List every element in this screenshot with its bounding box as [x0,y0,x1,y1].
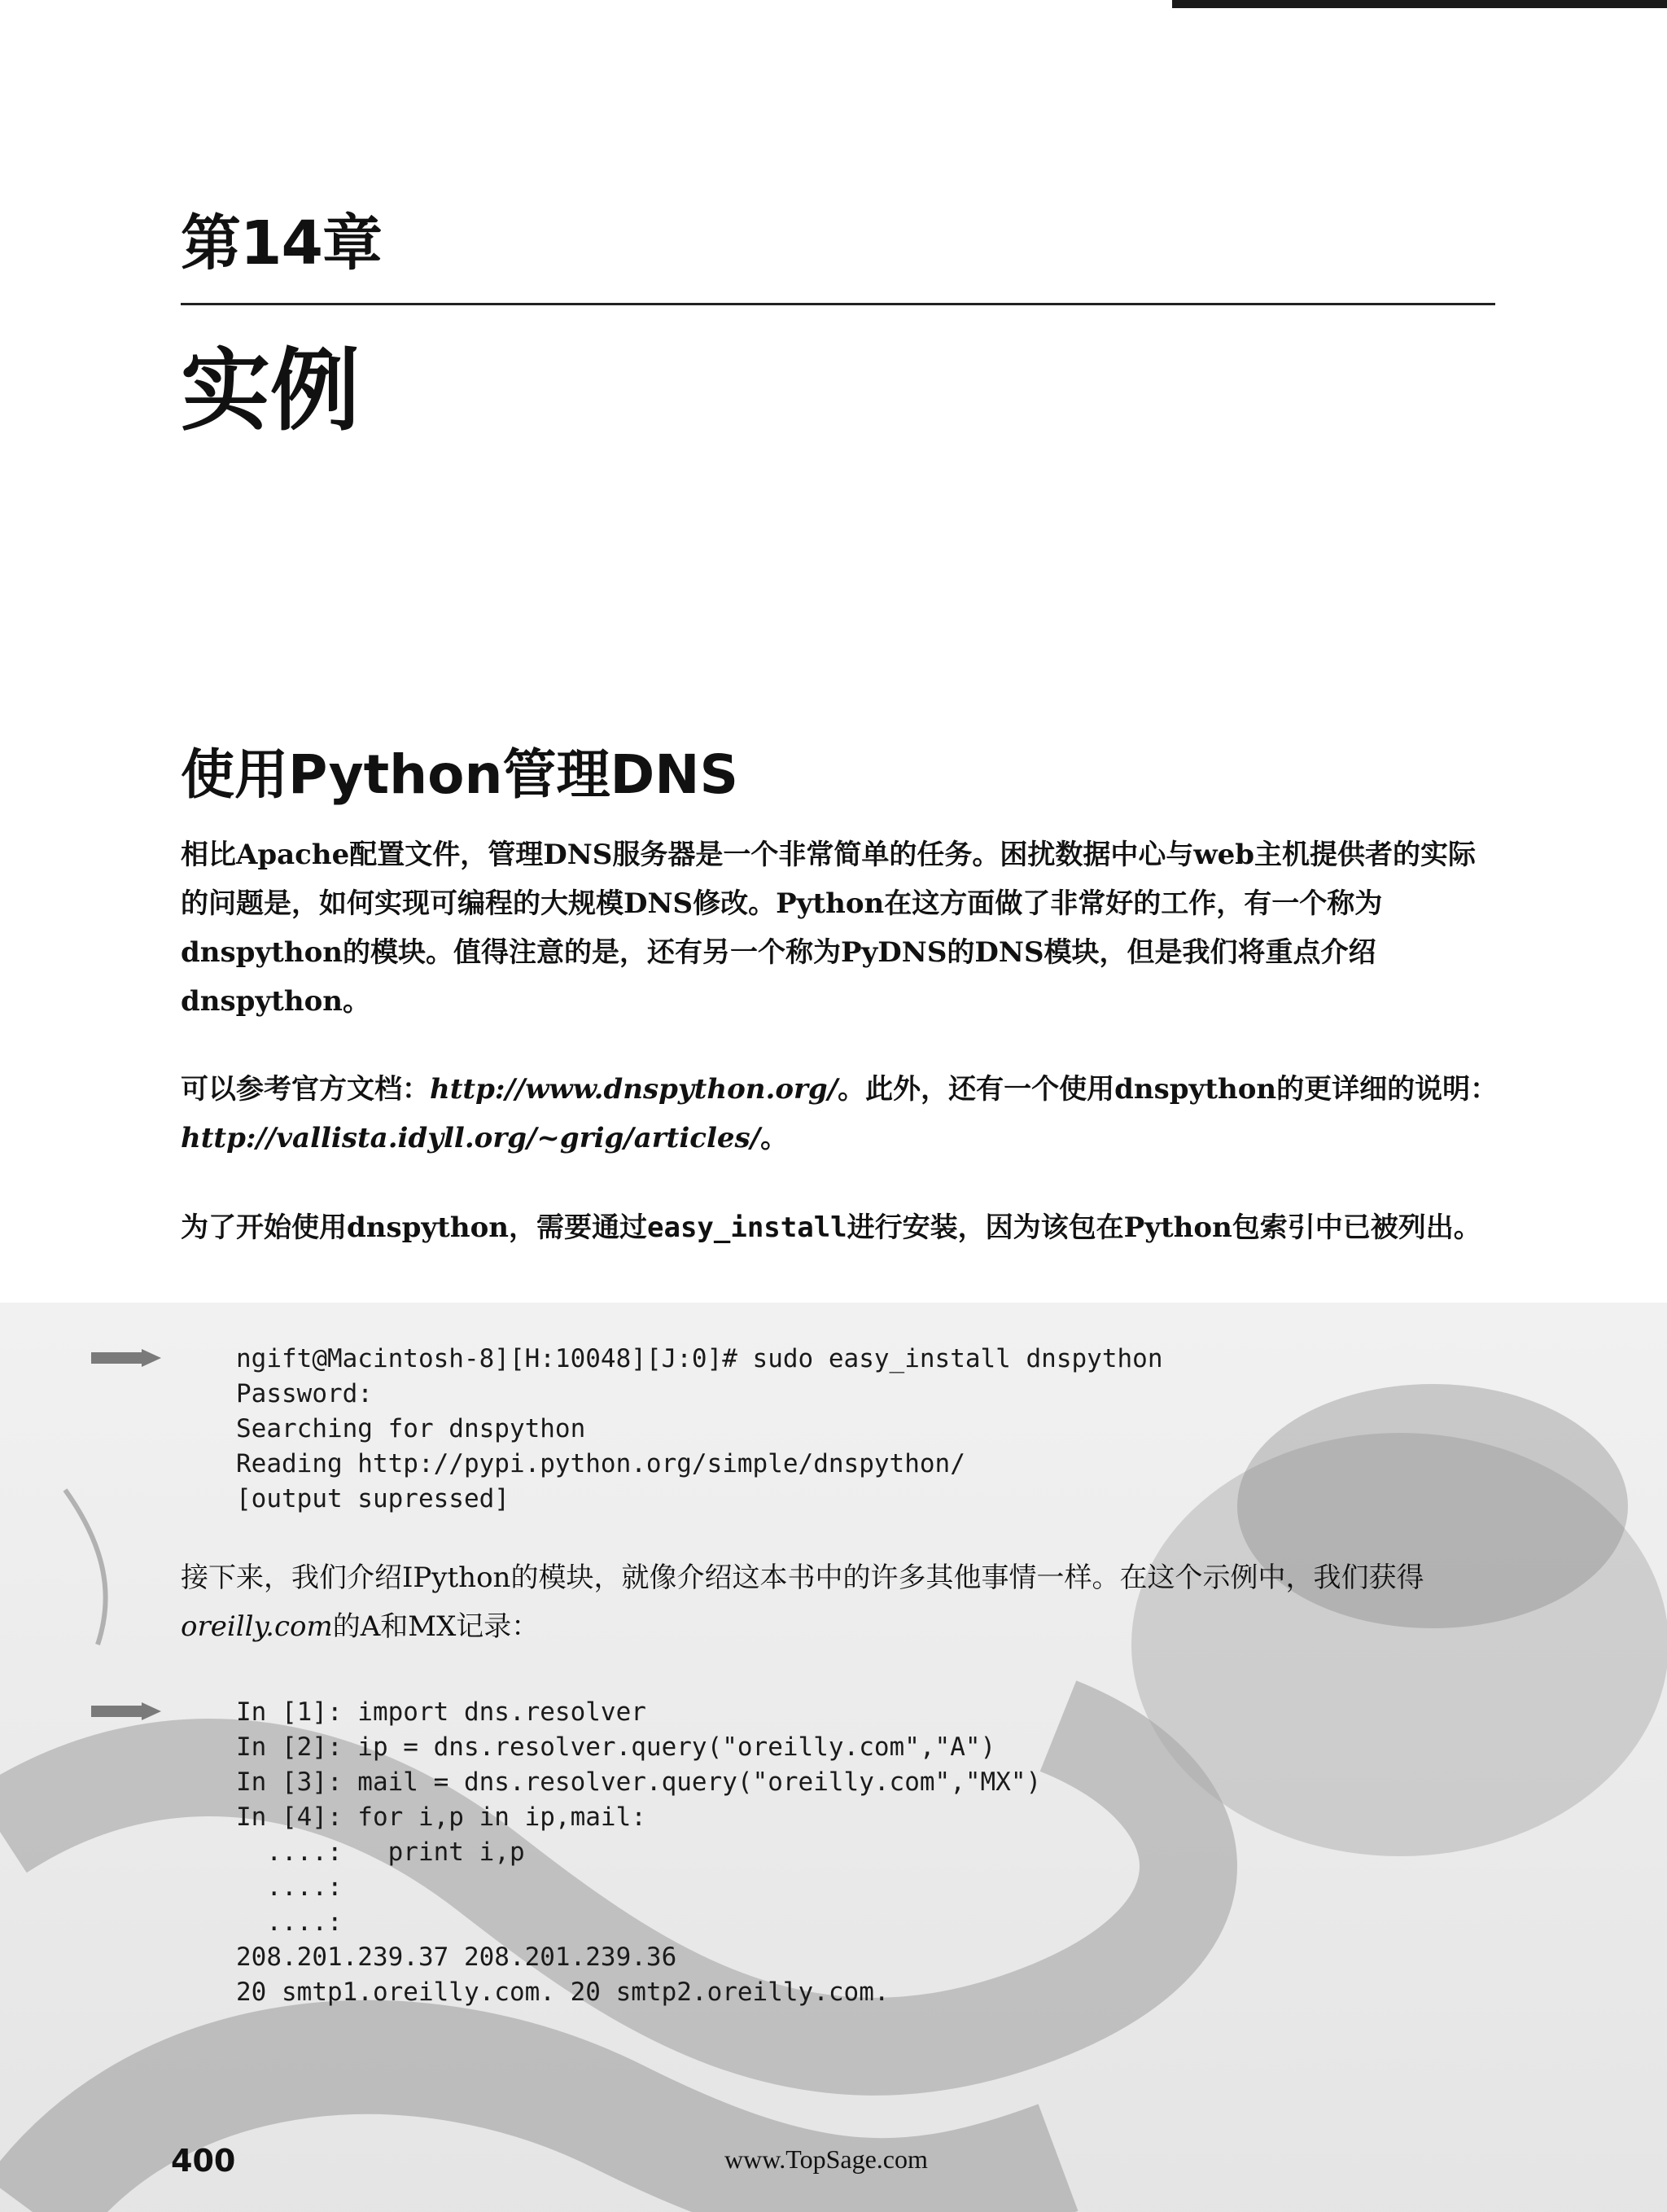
install-text-a: 为了开始使用dnspython，需要通过 [181,1211,647,1244]
example-domain: oreilly.com [181,1610,333,1643]
paragraph-example [181,1553,1499,1651]
chapter-divider [181,303,1495,305]
docs-link-official: http://www.dnspython.org/ [430,1073,838,1106]
docs-text-a: 可以参考官方文档： [181,1073,430,1106]
code-block-resolver: In [1]: import dns.resolver In [2]: ip = dns.resolver.query("oreilly.com","A") In [3]: mail = dns.resolver.query("oreilly.com","MX") In [4]: for i,p in ip,mail: ....: print i,p ....: ....: 208.201.239.37 208.201.239.36 20 smtp1.oreilly.com. 20 smtp2.oreilly.com. [236,1697,1042,2007]
install-text-b: 进行安装，因为该包在Python包索引中已被列出。 [847,1211,1481,1244]
chapter-label: 第14章 [181,208,382,278]
paragraph-intro: 相比Apache配置文件，管理DNS服务器是一个非常简单的任务。困扰数据中心与web主机提供者的实际的问题是，如何实现可编程的大规模DNS修改。Python在这方面做了非常好的工作，有一个称为dnspython的模块。值得注意的是，还有另一个称为PyDNS的DNS模块，但是我们将重点介绍dnspython。 [181,839,1477,1018]
docs-text-c: 。 [760,1122,789,1154]
code-block-install: ngift@Macintosh-8][H:10048][J:0]# sudo easy_install dnspython Password: Searching for dnspython Reading http://pypi.python.org/simple/dnspython/ [output supressed] [236,1344,1163,1513]
arrow-marker-icon [91,1349,161,1367]
example-text-b: 的A和MX记录： [332,1610,540,1643]
page-number: 400 [171,2143,236,2179]
section-title: 使用Python管理DNS [181,743,739,806]
top-edge-bar [1172,0,1667,8]
arrow-marker-icon [91,1702,161,1720]
install-code-term: easy_install [647,1211,847,1244]
docs-text-b: 。此外，还有一个使用dnspython的更详细的说明： [838,1073,1499,1106]
docs-link-article: http://vallista.idyll.org/~grig/articles/ [181,1122,761,1154]
chapter-title: 实例 [181,339,360,443]
paragraph-install [181,1203,1499,1252]
paragraph-docs [181,1065,1499,1163]
footer-url: www.TopSage.com [724,2144,928,2174]
example-text-a: 接下来，我们介绍IPython的模块，就像介绍这本书中的许多其他事情一样。在这个示例中，我们获得 [181,1562,1424,1594]
